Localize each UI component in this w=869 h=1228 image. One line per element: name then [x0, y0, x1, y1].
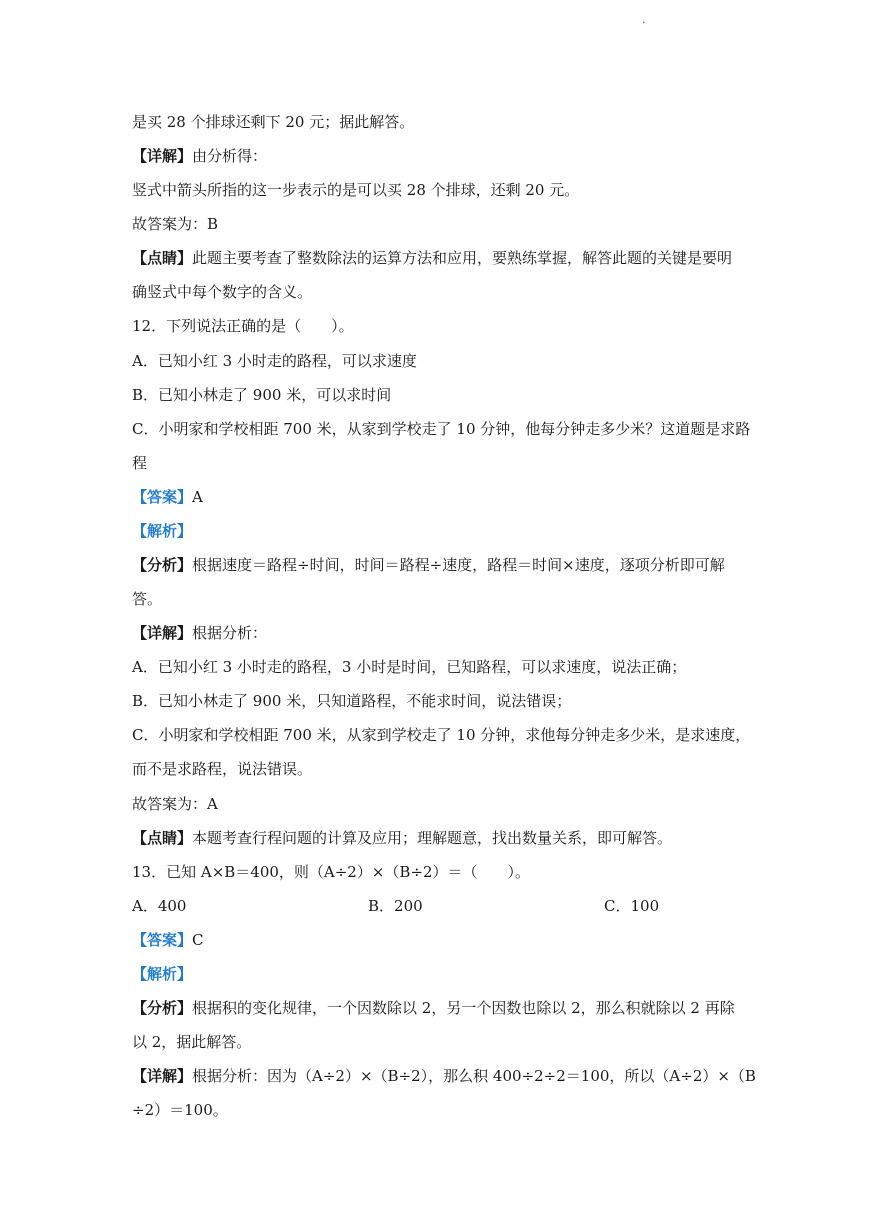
page-marker-dot: . [642, 13, 646, 26]
text-line: 而不是求路程，说法错误。 [132, 760, 313, 778]
q13-option-a: A．400 [132, 897, 187, 915]
q13-option-c: C．100 [604, 897, 660, 915]
text-line: 【详解】由分析得： [132, 147, 268, 165]
q13-option-b: B．200 [368, 897, 423, 915]
analysis-heading [132, 964, 752, 984]
q12-option-c: C．小明家和学校相距 700 米，从家到学校走了 10 分钟，他每分钟走多少米？这道题是求路 [132, 420, 751, 438]
text-line: 【详解】根据分析：因为（A÷2）×（B÷2），那么积 400÷2÷2＝100，所以（A÷2）×（B [132, 1067, 756, 1085]
analysis-tag: 【解析】 [132, 522, 193, 540]
text-line: 【分析】根据积的变化规律，一个因数除以 2，另一个因数也除以 2，那么积就除以 2 再除 [132, 999, 735, 1017]
section-tag: 【点睛】 [132, 829, 193, 847]
section-tag: 【详解】 [132, 147, 193, 165]
q12-option-a: A．已知小红 3 小时走的路程，可以求速度 [132, 352, 417, 370]
question-13-stem: 13．已知 A×B＝400，则（A÷2）×（B÷2）＝（ ）。 [132, 863, 531, 881]
text-line: 【分析】根据速度＝路程÷时间，时间＝路程÷速度，路程＝时间×速度，逐项分析即可解 [132, 556, 725, 574]
analysis-tag: 【解析】 [132, 965, 193, 983]
text-line: C．小明家和学校相距 700 米，从家到学校走了 10 分钟，求他每分钟走多少米，是求速度， [132, 726, 751, 744]
analysis-heading [132, 521, 752, 541]
answer-line: 【答案】A [132, 488, 203, 506]
text-line: 故答案为：A [132, 795, 218, 813]
answer-tag: 【答案】 [132, 931, 193, 949]
text-line: 【详解】根据分析： [132, 624, 268, 642]
answer-line: 【答案】C [132, 931, 204, 949]
answer-tag: 【答案】 [132, 488, 193, 506]
text-line: B．已知小林走了 900 米，只知道路程，不能求时间，说法错误； [132, 692, 572, 710]
text-line: 确竖式中每个数字的含义。 [132, 283, 313, 301]
text-line: A．已知小红 3 小时走的路程，3 小时是时间，已知路程，可以求速度，说法正确； [132, 658, 687, 676]
text-line: 以 2，据此解答。 [132, 1033, 252, 1051]
section-tag: 【分析】 [132, 556, 193, 574]
section-tag: 【分析】 [132, 999, 193, 1017]
text-line: 竖式中箭头所指的这一步表示的是可以买 28 个排球，还剩 20 元。 [132, 181, 580, 199]
text-line: 程 [132, 454, 148, 472]
text-line: 【点睛】本题考查行程问题的计算及应用；理解题意，找出数量关系，即可解答。 [132, 829, 673, 847]
text-line: 是买 28 个排球还剩下 20 元；据此解答。 [132, 113, 415, 131]
text-line: 答。 [132, 590, 163, 608]
section-tag: 【详解】 [132, 624, 193, 642]
text-line: ÷2）＝100。 [132, 1101, 228, 1119]
q12-option-b: B．已知小林走了 900 米，可以求时间 [132, 386, 392, 404]
section-tag: 【点睛】 [132, 249, 193, 267]
question-12-stem: 12．下列说法正确的是（ ）。 [132, 317, 354, 335]
text-line: 【点睛】此题主要考查了整数除法的运算方法和应用，要熟练掌握，解答此题的关键是要明 [132, 249, 733, 267]
text-line: 故答案为：B [132, 215, 219, 233]
section-tag: 【详解】 [132, 1067, 193, 1085]
